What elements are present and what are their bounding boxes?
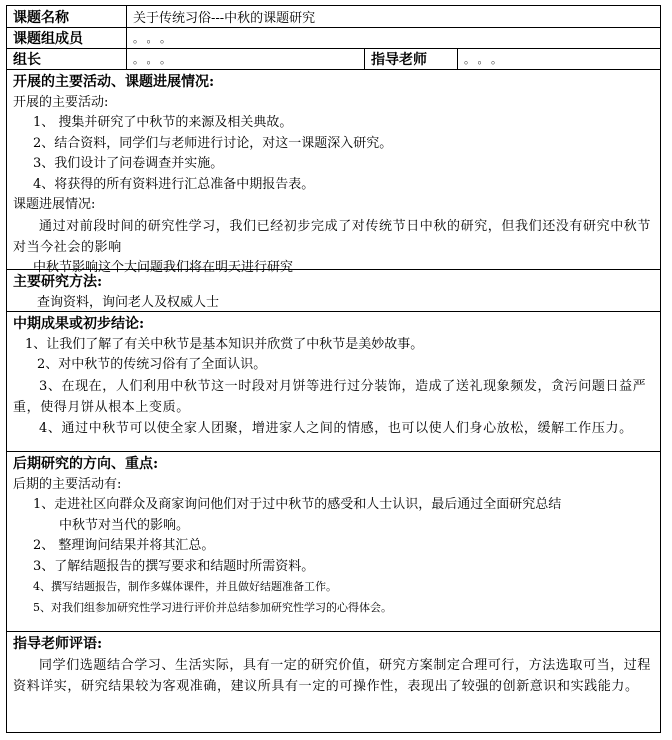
midterm-section <box>7 312 660 452</box>
midterm-item: 2、对中秋节的传统习俗有了全面认识。 <box>37 357 267 372</box>
progress-paragraph-2: 中秋节影响这个大问题我们将在明天进行研究 <box>33 259 294 275</box>
activity-item: 4、将获得的所有资料进行汇总准备中期报告表。 <box>33 176 315 192</box>
midterm-heading: 中期成果或初步结论: <box>13 316 145 332</box>
methods-text: 查询资料，询问老人及权威人士 <box>37 294 220 310</box>
activities-heading: 开展的主要活动、课题进展情况: <box>13 74 215 90</box>
midterm-item: 4、通过中秋节可以使全家人团聚，增进家人之间的情感，也可以使人们身心放松，缓解工作压力。 <box>39 420 633 436</box>
comment-section <box>7 632 660 732</box>
topic-label: 课题名称 <box>13 9 69 26</box>
row-members <box>7 28 660 49</box>
later-item: 3、了解结题报告的撰写要求和结题时所需资料。 <box>33 558 315 574</box>
later-sub: 后期的主要活动有: <box>13 476 122 492</box>
topic-value: 关于传统习俗---中秋的课题研究 <box>126 6 660 27</box>
leader-value: 。。。 <box>126 49 364 69</box>
advisor-label: 指导老师 <box>364 49 457 69</box>
later-item: 5、对我们组参加研究性学习进行评价并总结参加研究性学习的心得体会。 <box>33 600 392 614</box>
methods-heading: 主要研究方法: <box>13 274 103 290</box>
row-leader <box>7 49 660 70</box>
members-value: 。。。 <box>126 28 660 48</box>
comment-text: 同学们选题结合学习、生活实际，具有一定的研究价值，研究方案制定合理可行，方法选取可当，过程资料详实，研究结果较为客观准确，建议所具有一定的可操作性，表现出了较强的创新意识和实践能力。 <box>13 657 652 694</box>
activities-sub2: 课题进展情况: <box>13 197 96 212</box>
later-item-cont: 中秋节对当代的影响。 <box>59 517 190 533</box>
methods-section <box>7 270 660 312</box>
row-topic <box>7 6 660 28</box>
midterm-item: 1、让我们了解了有关中秋节是基本知识并欣赏了中秋节是美妙故事。 <box>25 336 424 352</box>
members-label: 课题组成员 <box>13 31 83 47</box>
later-section <box>7 452 660 632</box>
advisor-value: 。。。 <box>457 49 660 69</box>
progress-paragraph: 通过对前段时间的研究性学习，我们已经初步完成了对传统节日中秋的研究，但我们还没有研究中秋节对当今社会的影响 <box>13 218 652 255</box>
activity-item: 3、我们设计了问卷调查并实施。 <box>33 156 224 171</box>
later-item: 4、撰写结题报告，制作多媒体课件，并且做好结题准备工作。 <box>33 580 337 593</box>
activities-sub1: 开展的主要活动: <box>13 94 109 110</box>
comment-heading: 指导老师评语: <box>13 636 103 652</box>
midterm-item: 3、在现在，人们利用中秋节这一时段对月饼等进行过分装饰，造成了送礼现象频发，贪污问题日益严重，使得月饼从根本上变质。 <box>13 378 647 415</box>
later-item: 1、走进社区向群众及商家询问他们对于过中秋节的感受和人士认识，最后通过全面研究总结 <box>33 497 562 512</box>
later-item: 2、 整理询问结果并将其汇总。 <box>33 538 215 553</box>
activity-item: 2、结合资料，同学们与老师进行讨论，对这一课题深入研究。 <box>33 135 393 151</box>
report-table <box>6 5 661 733</box>
activities-section <box>7 70 660 275</box>
leader-label: 组长 <box>13 52 41 68</box>
activity-item: 1、 搜集并研究了中秋节的来源及相关典故。 <box>33 115 293 130</box>
later-heading: 后期研究的方向、重点: <box>13 456 159 472</box>
